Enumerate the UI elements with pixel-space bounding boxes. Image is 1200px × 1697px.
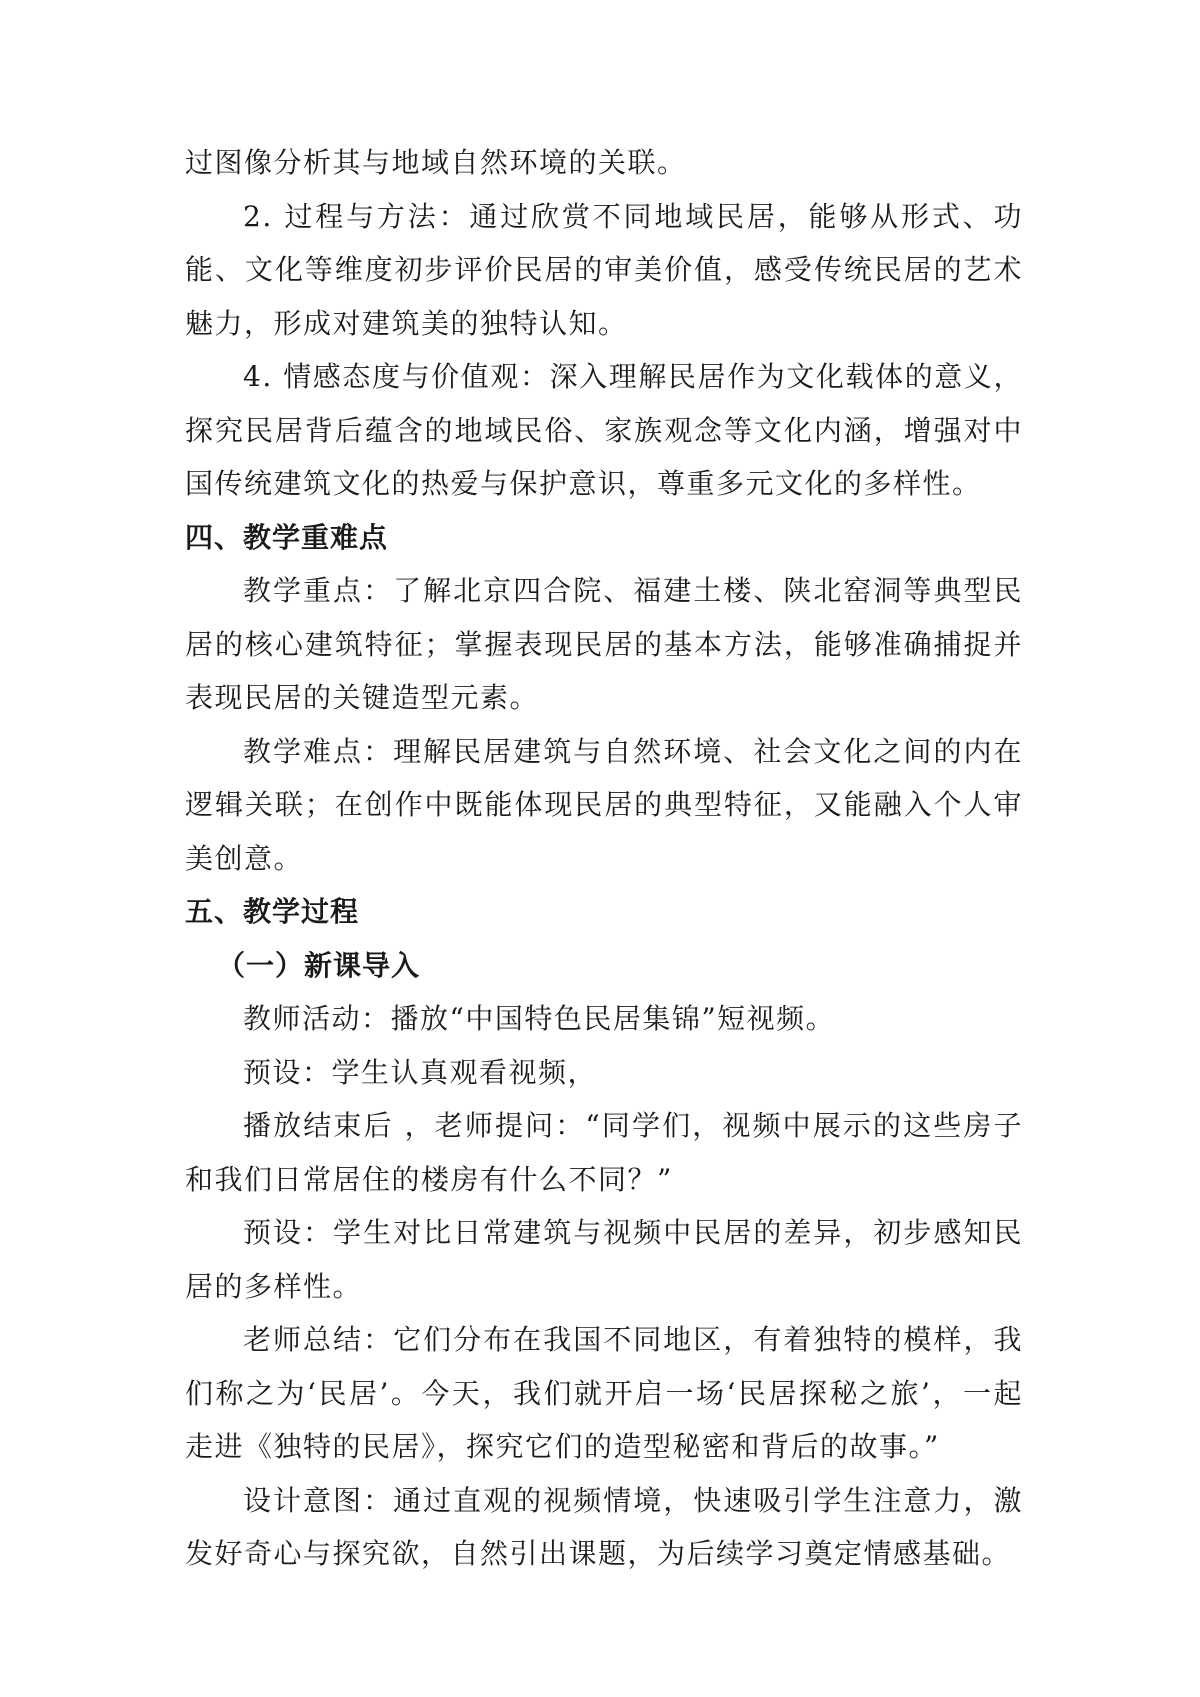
paragraph: 教师活动：播放“中国特色民居集锦”短视频。 <box>243 1002 836 1035</box>
paragraph: 过图像分析其与地域自然环境的关联。 <box>185 146 687 179</box>
document-body <box>185 136 1023 1581</box>
paragraph: 预设：学生认真观看视频， <box>243 1055 598 1089</box>
paragraph: 老师总结：它们分布在我国不同地区，有着独特的模样，我们称之为‘民居’。今天，我们就开启一场‘民居探秘之旅’，一起走进《独特的民居》，探究它们的造型秘密和背后的故事。” <box>185 1323 1023 1463</box>
section-heading: 五、教学过程 <box>185 895 360 928</box>
paragraph: 教学重点：了解北京四合院、福建土楼、陕北窑洞等典型民居的核心建筑特征；掌握表现民居的基本方法，能够准确捕捉并表现民居的关键造型元素。 <box>185 574 1023 714</box>
paragraph: 预设：学生对比日常建筑与视频中民居的差异，初步感知民居的多样性。 <box>185 1216 1023 1303</box>
paragraph: 2. 过程与方法：通过欣赏不同地域民居，能够从形式、功能、文化等维度初步评价民居的审美价值，感受传统民居的艺术魅力，形成对建筑美的独特认知。 <box>185 199 1023 340</box>
paragraph: 播放结束后 ，老师提问：“同学们，视频中展示的这些房子和我们日常居住的楼房有什么不同？” <box>185 1109 1023 1196</box>
paragraph: 教学难点：理解民居建筑与自然环境、社会文化之间的内在逻辑关联；在创作中既能体现民居的典型特征，又能融入个人审美创意。 <box>185 734 1023 875</box>
paragraph: 4. 情感态度与价值观：深入理解民居作为文化载体的意义，探究民居背后蕴含的地域民俗、家族观念等文化内涵，增强对中国传统建筑文化的热爱与保护意识，尊重多元文化的多样性。 <box>185 360 1023 500</box>
subsection-heading: （一）新课导入 <box>217 948 421 982</box>
paragraph: 设计意图：通过直观的视频情境，快速吸引学生注意力，激发好奇心与探究欲，自然引出课题，为后续学习奠定情感基础。 <box>185 1483 1023 1570</box>
section-heading: 四、教学重难点 <box>185 520 389 554</box>
